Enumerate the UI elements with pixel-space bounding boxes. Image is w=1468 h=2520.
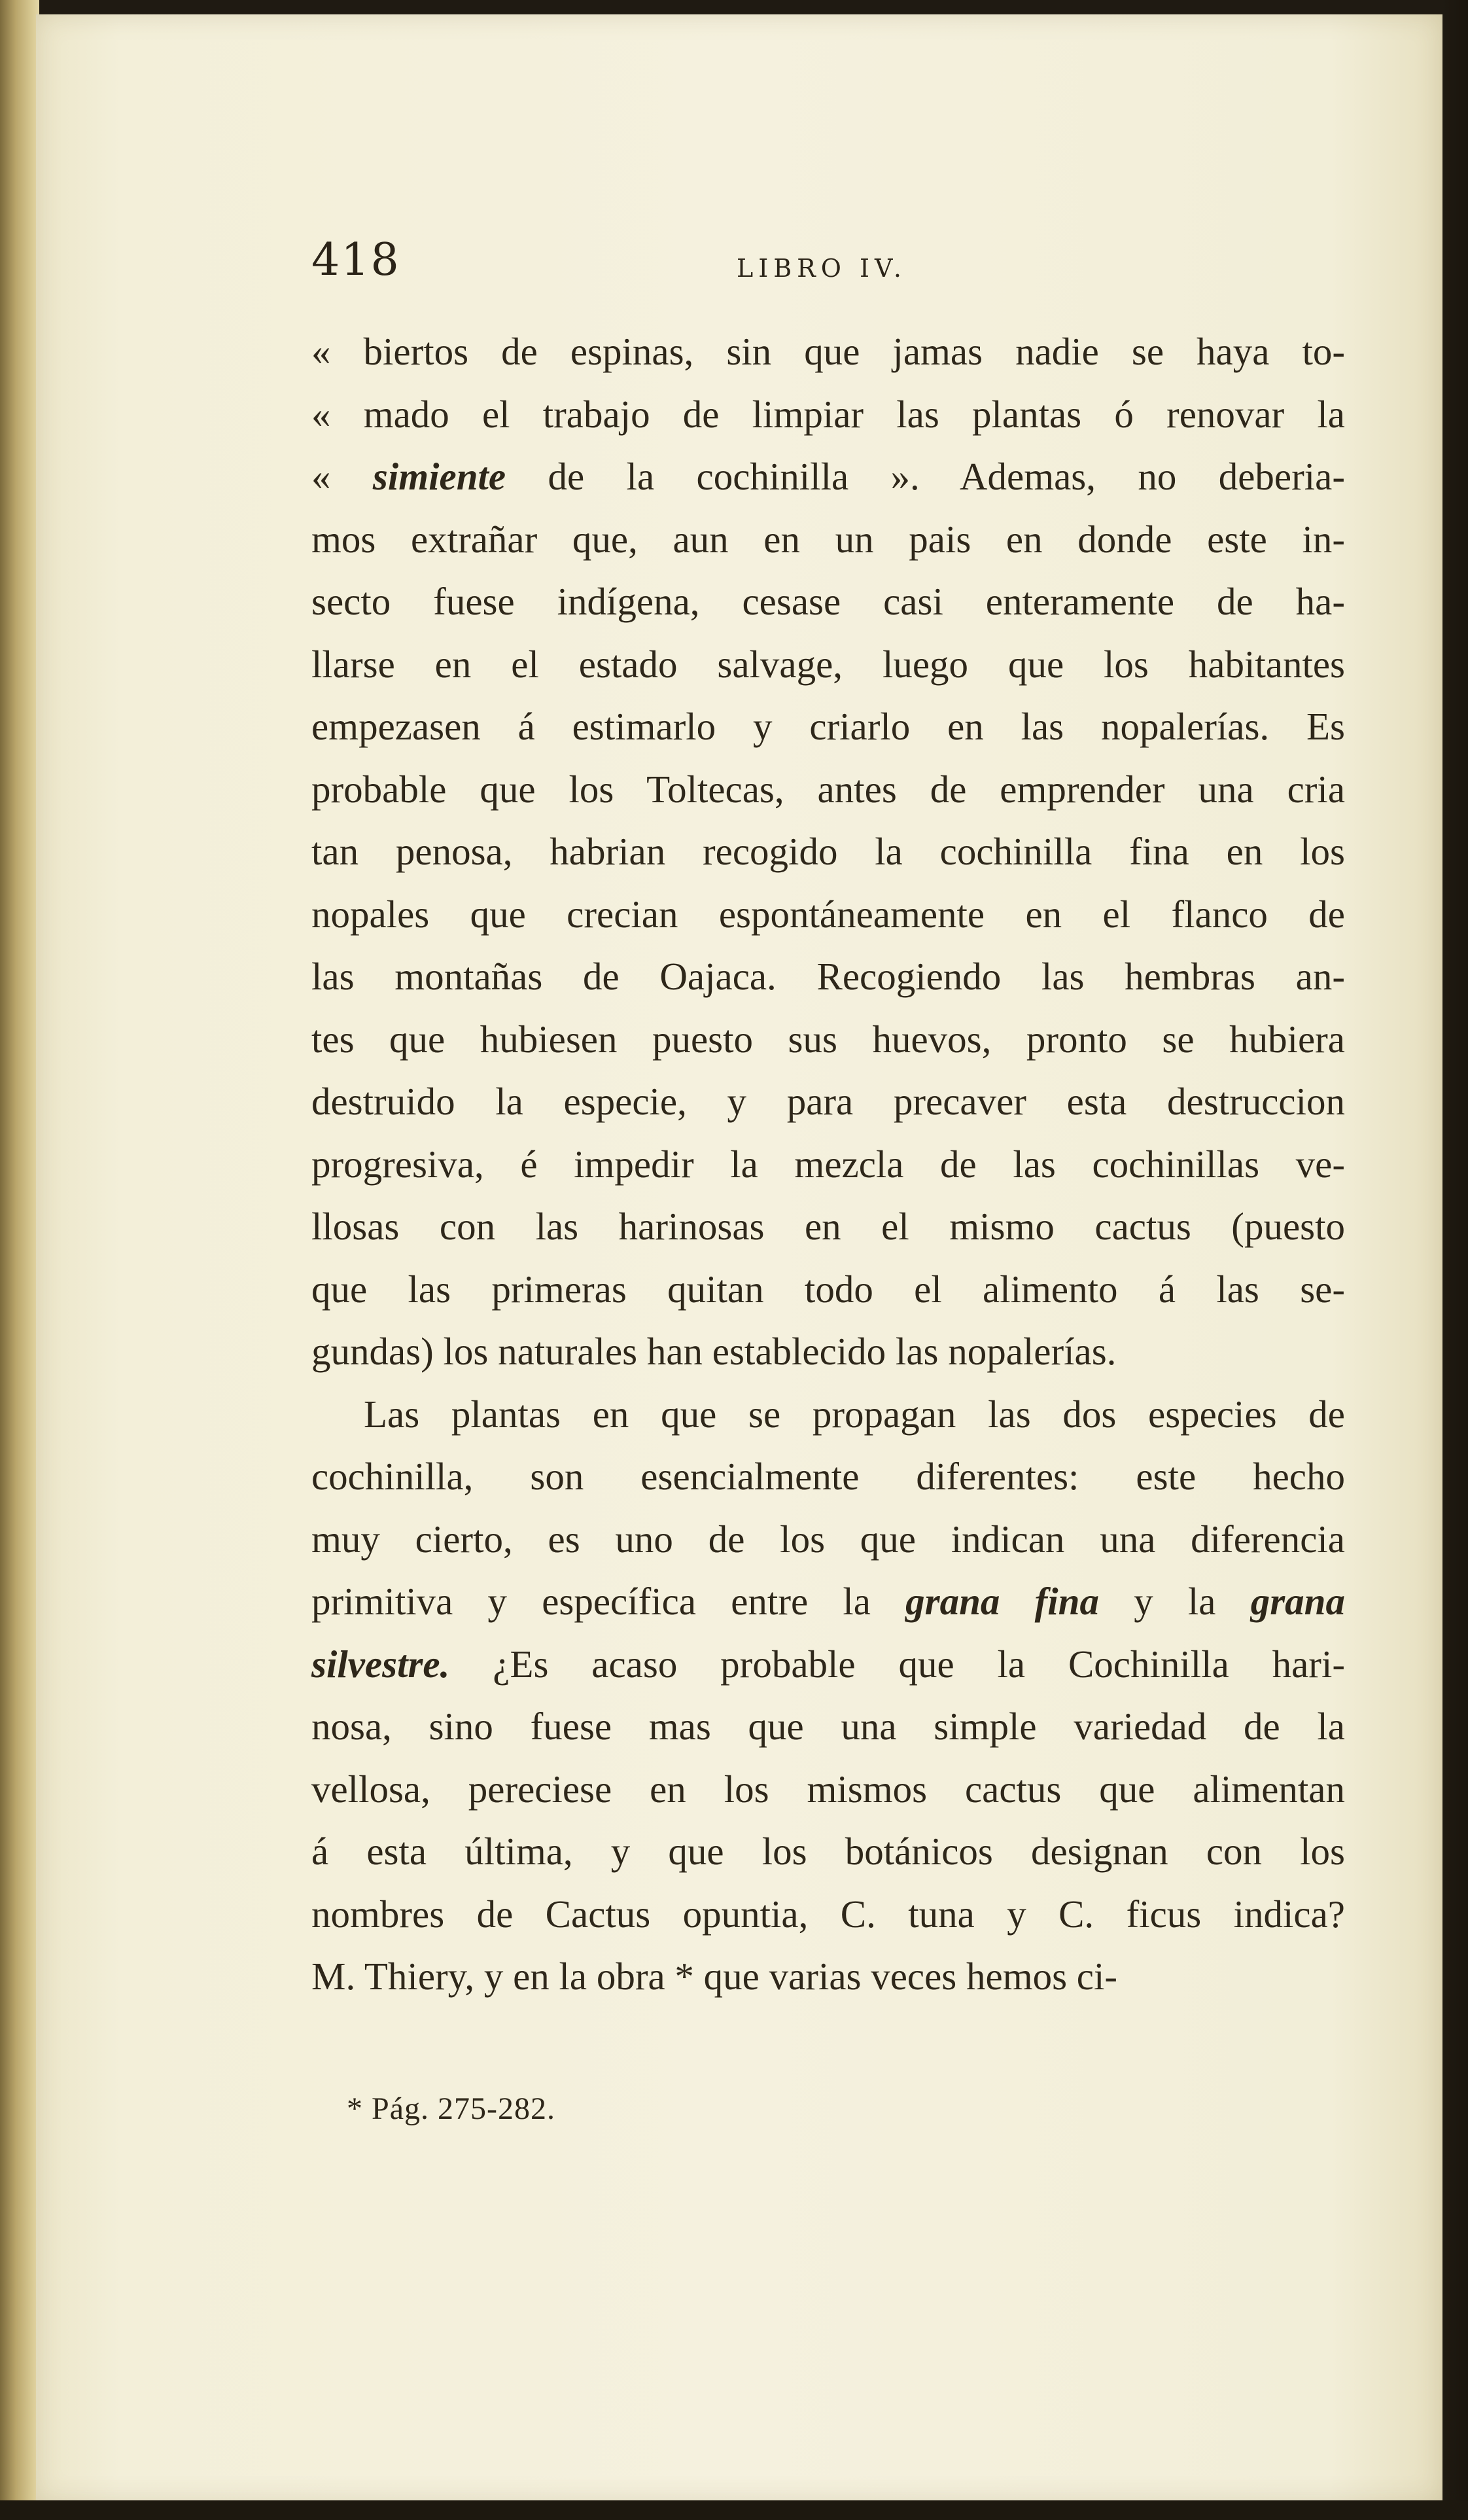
- text-line: nosa, sino fuese mas que una simple variedad de la: [311, 1705, 1345, 1748]
- italic-term: simiente: [372, 455, 506, 498]
- text-line: secto fuese indígena, cesase casi enteramente de ha-: [311, 580, 1345, 623]
- body-text: [311, 321, 1345, 2008]
- italic-term: silvestre.: [311, 1642, 450, 1686]
- text-line: progresiva, é impedir la mezcla de las cochinillas ve-: [311, 1142, 1345, 1186]
- text-line: nopales que crecian espontáneamente en el flanco de: [311, 892, 1345, 936]
- text-line: cochinilla, son esencialmente diferentes: este hecho: [311, 1455, 1345, 1498]
- text-line: « mado el trabajo de limpiar las plantas ó renovar la: [311, 392, 1345, 436]
- text-line: M. Thiery, y en la obra * que varias veces hemos ci-: [311, 1955, 1118, 1998]
- text-line: gundas) los naturales han establecido las nopalerías.: [311, 1330, 1117, 1373]
- text-line: destruido la especie, y para precaver esta destruccion: [311, 1080, 1345, 1123]
- text-line: á esta última, y que los botánicos designan con los: [311, 1830, 1345, 1873]
- page-header: [311, 234, 1371, 306]
- text-line: primitiva y específica entre la grana fina y la grana: [311, 1580, 1345, 1623]
- footnote: * Pág. 275-282.: [347, 2091, 555, 2126]
- page-number: 418: [311, 234, 400, 286]
- text-line: « biertos de espinas, sin que jamas nadie se haya to-: [311, 330, 1345, 373]
- text-line: las montañas de Oajaca. Recogiendo las hembras an-: [311, 955, 1345, 998]
- right-page-shadow: [1442, 0, 1468, 2520]
- text-line: vellosa, pereciese en los mismos cactus que alimentan: [311, 1767, 1345, 1811]
- text-line: nombres de Cactus opuntia, C. tuna y C. ficus indica?: [311, 1892, 1345, 1936]
- bottom-scan-edge: [0, 2500, 1468, 2520]
- text-line: Las plantas en que se propagan las dos especies de: [364, 1392, 1345, 1436]
- running-head: LIBRO IV.: [737, 254, 907, 283]
- text-line: que las primeras quitan todo el alimento á las se-: [311, 1267, 1345, 1311]
- text-line: tes que hubiesen puesto sus huevos, pronto se hubiera: [311, 1017, 1345, 1061]
- text-line: llosas con las harinosas en el mismo cactus (puesto: [311, 1205, 1345, 1248]
- italic-term: grana fina: [905, 1580, 1099, 1623]
- italic-term: grana: [1250, 1580, 1345, 1623]
- text-line: llarse en el estado salvage, luego que los habitantes: [311, 642, 1345, 686]
- text-line: tan penosa, habrian recogido la cochinilla fina en los: [311, 830, 1345, 873]
- book-spine-edge: [0, 0, 39, 2520]
- text-line: probable que los Toltecas, antes de emprender una cria: [311, 767, 1345, 811]
- text-line: silvestre. ¿Es acaso probable que la Cochinilla hari-: [311, 1642, 1345, 1686]
- text-line: muy cierto, es uno de los que indican una diferencia: [311, 1517, 1345, 1561]
- text-line: mos extrañar que, aun en un pais en donde este in-: [311, 517, 1345, 561]
- text-line: « simiente de la cochinilla ». Ademas, no deberia-: [311, 455, 1345, 498]
- text-line: empezasen á estimarlo y criarlo en las nopalerías. Es: [311, 705, 1345, 748]
